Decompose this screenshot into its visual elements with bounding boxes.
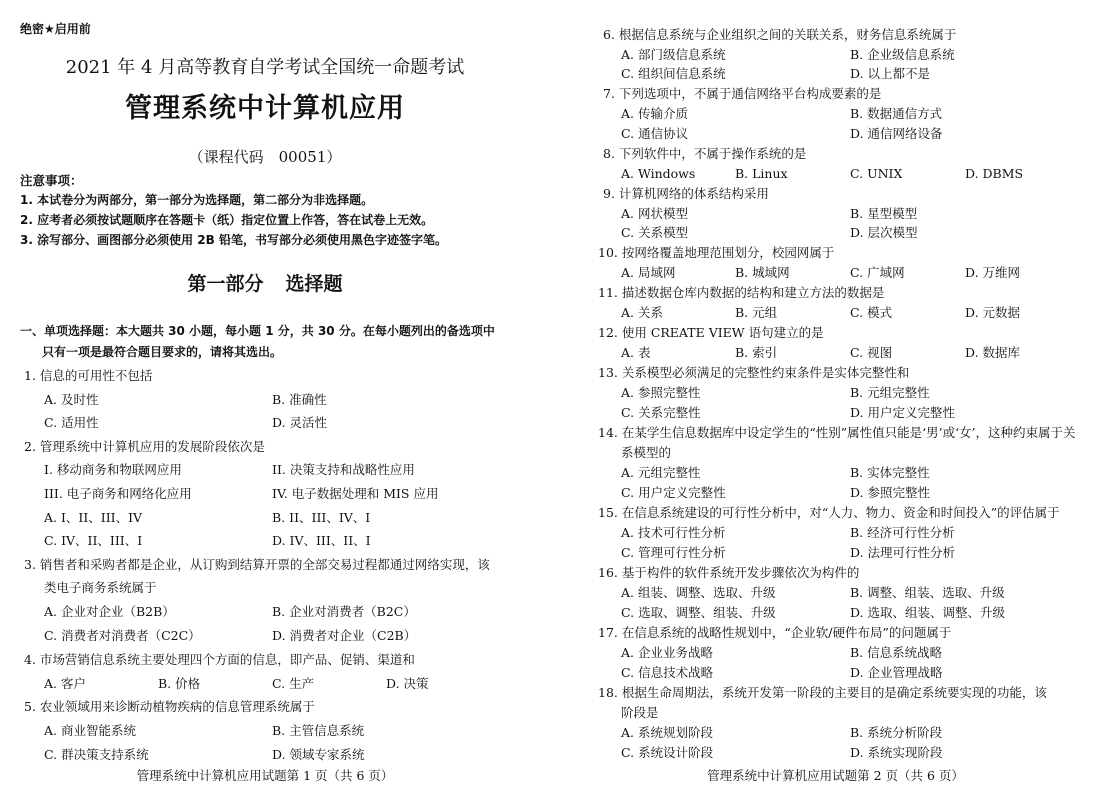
question-option: D. 万维网 xyxy=(965,265,1021,280)
question-option: B. 实体完整性 xyxy=(850,465,930,480)
question-option: II. 决策支持和战略性应用 xyxy=(272,462,415,477)
page-footer: 管理系统中计算机应用试题第 2 页（共 6 页） xyxy=(707,768,964,783)
question-option: D. 数据库 xyxy=(965,345,1021,360)
question-option: A. 企业业务战略 xyxy=(621,645,713,660)
question-option: A. 局域网 xyxy=(621,265,676,280)
question-option: C. 模式 xyxy=(850,305,893,320)
question-option: A. 技术可行性分析 xyxy=(621,525,726,540)
question-option: III. 电子商务和网络化应用 xyxy=(44,486,192,501)
question-option: C. 消费者对消费者（C2C） xyxy=(44,628,201,643)
question-option: B. 企业级信息系统 xyxy=(850,47,955,62)
question-option: C. IV、II、III、I xyxy=(44,533,143,548)
question-option: D. 用户定义完整性 xyxy=(850,405,956,420)
question-option: D. DBMS xyxy=(965,166,1024,181)
question-option: C. 视图 xyxy=(850,345,893,360)
question-option: B. 主管信息系统 xyxy=(272,723,365,738)
part-title-name: 选择题 xyxy=(285,273,343,295)
section-instructions: 一、单项选择题：本大题共 30 小题，每小题 1 分，共 30 分。在每小题列出的备选项中 xyxy=(20,324,495,338)
question-stem: 类电子商务系统属于 xyxy=(44,580,157,595)
question-option: D. 元数据 xyxy=(965,305,1021,320)
question-option: C. 选取、调整、组装、升级 xyxy=(621,605,776,620)
question-option: B. 元组完整性 xyxy=(850,385,930,400)
question-option: D. 系统实现阶段 xyxy=(850,745,943,760)
question-option: C. 系统设计阶段 xyxy=(621,745,714,760)
question-option: D. IV、III、II、I xyxy=(272,533,371,548)
question-option: A. 关系 xyxy=(621,305,663,320)
exam-title: 2021 年 4 月高等教育自学考试全国统一命题考试 xyxy=(65,57,465,78)
question-stem: 16. 基于构件的软件系统开发步骤依次为构件的 xyxy=(598,565,860,580)
question-stem: 4. 市场营销信息系统主要处理四个方面的信息，即产品、促销、渠道和 xyxy=(24,652,415,667)
question-stem: 10. 按网络覆盖地理范围划分，校园网属于 xyxy=(598,245,835,260)
question-stem: 阶段是 xyxy=(621,705,659,720)
subject-title: 管理系统中计算机应用 xyxy=(125,93,405,124)
question-option: A. 表 xyxy=(621,345,651,360)
question-option: A. 及时性 xyxy=(44,392,99,407)
question-option: C. 关系完整性 xyxy=(621,405,701,420)
question-option: A. Windows xyxy=(621,166,696,181)
question-option: B. Linux xyxy=(735,166,788,181)
question-option: C. 通信协议 xyxy=(621,126,689,141)
question-option: A. 系统规划阶段 xyxy=(621,725,713,740)
question-option: A. I、II、III、IV xyxy=(44,510,143,525)
question-option: B. 经济可行性分析 xyxy=(850,525,955,540)
question-option: A. 部门级信息系统 xyxy=(621,47,726,62)
question-stem: 15. 在信息系统建设的可行性分析中，对“人力、物力、资金和时间投入”的评估属于 xyxy=(598,505,1060,520)
question-option: D. 选取、组装、调整、升级 xyxy=(850,605,1006,620)
question-option: A. 客户 xyxy=(44,676,86,691)
notice-item: 3. 涂写部分、画图部分必须使用 2B 铅笔，书写部分必须使用黑色字迹签字笔。 xyxy=(20,233,447,247)
question-option: B. 数据通信方式 xyxy=(850,106,943,121)
question-option: C. 关系模型 xyxy=(621,225,689,240)
question-option: B. II、III、IV、I xyxy=(272,510,371,525)
notice-item: 1. 本试卷分为两部分，第一部分为选择题，第二部分为非选择题。 xyxy=(20,193,374,207)
question-option: D. 通信网络设备 xyxy=(850,126,943,141)
notice-item: 2. 应考者必须按试题顺序在答题卡（纸）指定位置上作答，答在试卷上无效。 xyxy=(20,213,434,227)
question-stem: 3. 销售者和采购者都是企业，从订购到结算开票的全部交易过程都通过网络实现，该 xyxy=(24,557,490,572)
question-stem: 17. 在信息系统的战略性规划中，“企业软/硬件布局”的问题属于 xyxy=(598,625,952,640)
question-option: C. 适用性 xyxy=(44,415,99,430)
question-option: A. 网状模型 xyxy=(621,206,688,221)
page-footer: 管理系统中计算机应用试题第 1 页（共 6 页） xyxy=(136,768,394,783)
question-option: B. 星型模型 xyxy=(850,206,918,221)
question-stem: 11. 描述数据仓库内数据的结构和建立方法的数据是 xyxy=(598,285,885,300)
question-option: A. 元组完整性 xyxy=(621,465,701,480)
question-option: A. 组装、调整、选取、升级 xyxy=(621,585,776,600)
question-option: B. 调整、组装、选取、升级 xyxy=(850,585,1005,600)
question-option: D. 层次模型 xyxy=(850,225,918,240)
question-stem: 5. 农业领域用来诊断动植物疾病的信息管理系统属于 xyxy=(24,699,315,714)
question-stem: 9. 计算机网络的体系结构采用 xyxy=(603,186,769,201)
question-stem: 12. 使用 CREATE VIEW 语句建立的是 xyxy=(598,325,824,340)
question-stem: 2. 管理系统中计算机应用的发展阶段依次是 xyxy=(24,439,265,454)
question-option: B. 准确性 xyxy=(272,392,327,407)
question-option: B. 系统分析阶段 xyxy=(850,725,943,740)
question-option: B. 索引 xyxy=(735,345,778,360)
question-option: C. 群决策支持系统 xyxy=(44,747,149,762)
question-stem: 13. 关系模型必须满足的完整性约束条件是实体完整性和 xyxy=(598,365,910,380)
question-option: B. 元组 xyxy=(735,305,778,320)
question-option: D. 领域专家系统 xyxy=(272,747,365,762)
question-stem: 18. 根据生命周期法，系统开发第一阶段的主要目的是确定系统要实现的功能，该 xyxy=(598,685,1047,700)
part-title xyxy=(0,273,530,296)
question-option: C. 生产 xyxy=(272,676,315,691)
question-option: D. 灵活性 xyxy=(272,415,328,430)
question-option: B. 信息系统战略 xyxy=(850,645,943,660)
question-option: C. 用户定义完整性 xyxy=(621,485,726,500)
question-option: IV. 电子数据处理和 MIS 应用 xyxy=(272,486,439,501)
question-stem: 6. 根据信息系统与企业组织之间的关联关系，财务信息系统属于 xyxy=(603,27,957,42)
question-option: A. 参照完整性 xyxy=(621,385,701,400)
right-page xyxy=(557,0,1114,793)
question-option: B. 价格 xyxy=(158,676,201,691)
question-option: D. 以上都不是 xyxy=(850,66,931,81)
question-stem: 1. 信息的可用性不包括 xyxy=(24,368,153,383)
question-option: I. 移动商务和物联网应用 xyxy=(44,462,182,477)
question-option: D. 决策 xyxy=(386,676,429,691)
question-option: D. 企业管理战略 xyxy=(850,665,943,680)
question-stem: 14. 在某学生信息数据库中设定学生的“性别”属性值只能是‘男’或‘女’，这种约束属于关 xyxy=(598,425,1076,440)
question-option: D. 法理可行性分析 xyxy=(850,545,956,560)
question-option: D. 参照完整性 xyxy=(850,485,931,500)
part-title-number: 第一部分 xyxy=(187,273,264,295)
question-option: C. 广域网 xyxy=(850,265,905,280)
question-option: B. 企业对消费者（B2C） xyxy=(272,604,416,619)
question-option: C. UNIX xyxy=(850,166,903,181)
question-option: B. 城域网 xyxy=(735,265,790,280)
question-option: A. 商业智能系统 xyxy=(44,723,136,738)
question-option: D. 消费者对企业（C2B） xyxy=(272,628,417,643)
question-stem: 系模型的 xyxy=(621,445,672,460)
question-stem: 7. 下列选项中，不属于通信网络平台构成要素的是 xyxy=(603,86,882,101)
question-stem: 8. 下列软件中，不属于操作系统的是 xyxy=(603,146,807,161)
question-option: C. 信息技术战略 xyxy=(621,665,714,680)
section-instructions: 只有一项是最符合题目要求的，请将其选出。 xyxy=(42,345,283,359)
notice-heading: 注意事项： xyxy=(20,173,83,188)
course-code: （课程代码 00051） xyxy=(188,148,342,166)
question-option: C. 组织间信息系统 xyxy=(621,66,726,81)
question-option: A. 企业对企业（B2B） xyxy=(44,604,175,619)
confidential-label: 绝密★启用前 xyxy=(20,22,91,36)
question-option: A. 传输介质 xyxy=(621,106,688,121)
question-option: C. 管理可行性分析 xyxy=(621,545,726,560)
